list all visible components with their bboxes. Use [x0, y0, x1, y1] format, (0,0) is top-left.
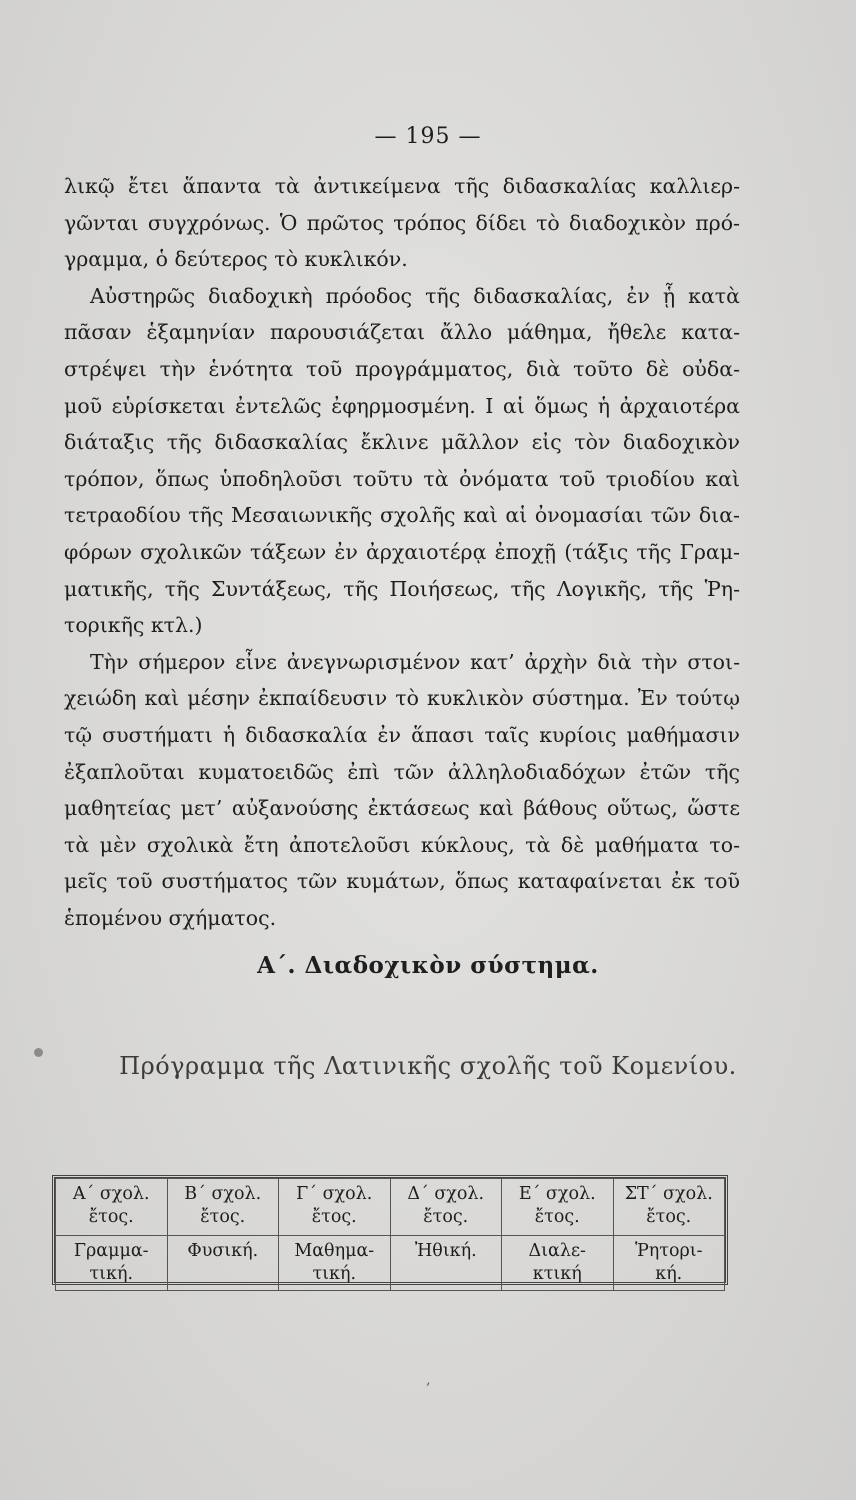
text-line: πᾶσαν ἑξαμηνίαν παρουσιάζεται ἄλλο μάθημα, ἤθελε κατα- — [64, 320, 740, 345]
text-line: τορικῆς κτλ.) — [64, 613, 203, 638]
text-line: διάταξις τῆς διδασκαλίας ἔκλινε μᾶλλον εἰς τὸν διαδοχικὸν — [64, 430, 740, 455]
paragraph-3 — [64, 644, 740, 937]
table-cell-year: Α΄ σχολ. ἔτος. — [56, 1179, 168, 1236]
table-cell-subject: Γραμμα- τική. — [56, 1236, 168, 1291]
text-line: μαθητείας μετ’ αὐξανούσης ἐκτάσεως καὶ βάθους οὕτως, ὥστε — [64, 796, 740, 821]
table-cell-subject: Διαλε- κτική — [502, 1236, 614, 1291]
table-row-subjects — [56, 1236, 725, 1291]
section-heading: Α΄. Διαδοχικὸν σύστημα. — [257, 952, 599, 979]
text-line: ἑπομένου σχήματος. — [64, 905, 277, 930]
table-cell-subject: Ῥητορι- κή. — [613, 1236, 725, 1291]
text-line: λικῷ ἔτει ἅπαντα τὰ ἀντικείμενα τῆς διδασκαλίας καλλιερ- — [64, 174, 740, 198]
paragraph-2 — [64, 278, 740, 644]
table-cell-year: Δ΄ σχολ. ἔτος. — [390, 1179, 502, 1236]
paragraph-1 — [64, 168, 740, 278]
table-cell-subject: Φυσική. — [167, 1236, 279, 1291]
text-line: μεῖς τοῦ συστήματος τῶν κυμάτων, ὅπως καταφαίνεται ἐκ τοῦ — [64, 869, 740, 894]
table-cell-subject: Ἠθική. — [390, 1236, 502, 1291]
table-cell-year: Β΄ σχολ. ἔτος. — [167, 1179, 279, 1236]
text-line: μοῦ εὑρίσκεται ἐντελῶς ἐφηρμοσμένη. Ι αἱ ὅμως ἡ ἀρχαιοτέρα — [64, 393, 740, 418]
program-title: Πρόγραμμα τῆς Λατινικῆς σχολῆς τοῦ Κομενίου. — [119, 1052, 737, 1080]
text-line: τῷ συστήματι ἡ διδασκαλία ἐν ἅπασι ταῖς κυρίοις μαθήμασιν — [64, 722, 740, 747]
program-table-grid — [55, 1178, 725, 1291]
ink-mark: ‚ — [426, 1372, 431, 1388]
text-line: γραμμα, ὁ δεύτερος τὸ κυκλικόν. — [64, 247, 408, 272]
body-text — [64, 168, 740, 936]
text-line: στρέψει τὴν ἑνότητα τοῦ προγράμματος, διὰ τοῦτο δὲ οὐδα- — [64, 356, 740, 381]
table-cell-year: ΣΤ΄ σχολ. ἔτος. — [613, 1179, 725, 1236]
text-line: γῶνται συγχρόνως. Ὁ πρῶτος τρόπος δίδει τὸ διαδοχικὸν πρό- — [64, 210, 740, 235]
table-cell-year: Ε΄ σχολ. ἔτος. — [502, 1179, 614, 1236]
text-line: ματικῆς, τῆς Συντάξεως, τῆς Ποιήσεως, τῆς Λογικῆς, τῆς Ῥη- — [64, 576, 740, 601]
table-row-years — [56, 1179, 725, 1236]
table-cell-year: Γ΄ σχολ. ἔτος. — [279, 1179, 391, 1236]
text-line: τετραοδίου τῆς Μεσαιωνικῆς σχολῆς καὶ αἱ ὀνομασίαι τῶν δια- — [64, 503, 740, 528]
text-line: χειώδη καὶ μέσην ἐκπαίδευσιν τὸ κυκλικὸν σύστημα. Ἐν τούτῳ — [64, 686, 740, 711]
text-line: τρόπον, ὅπως ὑποδηλοῦσι τοῦτυ τὰ ὀνόματα τοῦ τριοδίου καὶ — [64, 466, 740, 491]
page-number: — 195 — — [374, 124, 482, 149]
text-line: τὰ μὲν σχολικὰ ἔτη ἀποτελοῦσι κύκλους, τὰ δὲ μαθήματα το- — [64, 832, 740, 857]
table-cell-subject: Μαθημα- τική. — [279, 1236, 391, 1291]
program-table — [52, 1175, 728, 1285]
text-line: Αὐστηρῶς διαδοχικὴ πρόοδος τῆς διδασκαλίας, ἐν ᾗ κατὰ — [90, 283, 740, 308]
text-line: Τὴν σήμερον εἶνε ἀνεγνωρισμένον κατ’ ἀρχὴν διὰ τὴν στοι- — [90, 649, 740, 674]
text-line: φόρων σχολικῶν τάξεων ἐν ἀρχαιοτέρᾳ ἐποχῇ (τάξις τῆς Γραμ- — [64, 539, 740, 564]
text-line: ἐξαπλοῦται κυματοειδῶς ἐπὶ τῶν ἀλληλοδιαδόχων ἐτῶν τῆς — [64, 759, 740, 784]
